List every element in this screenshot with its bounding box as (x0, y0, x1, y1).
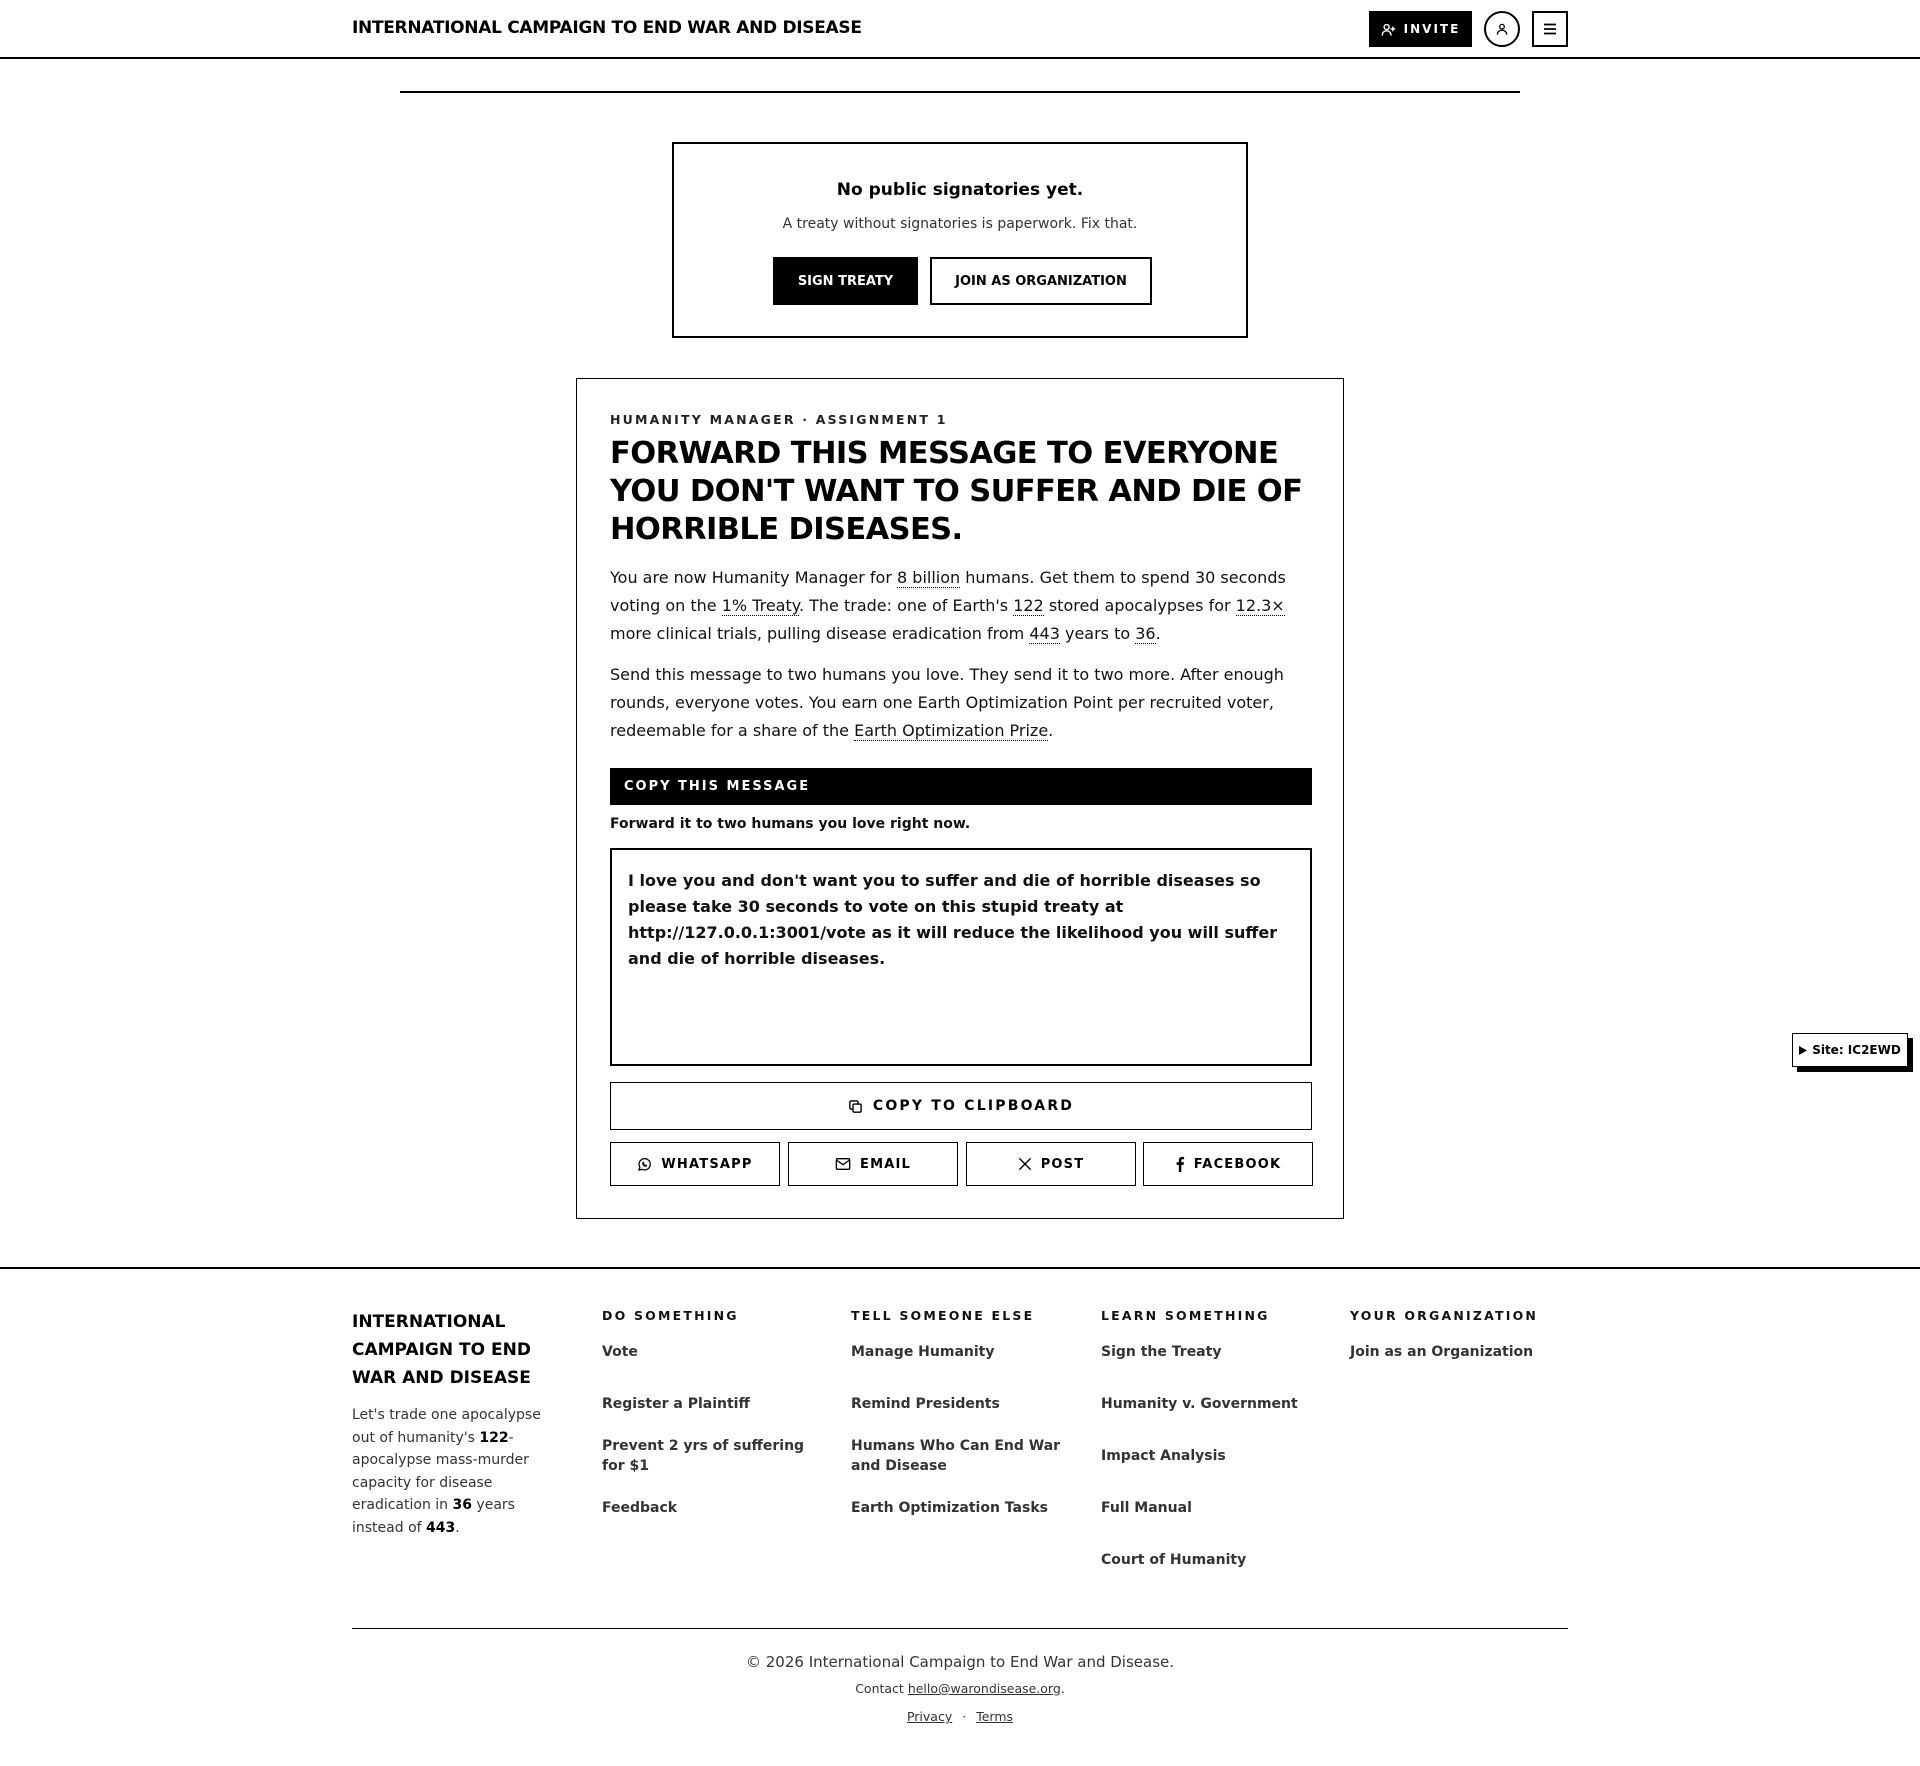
signatories-panel (672, 142, 1248, 338)
tagline-text: . (455, 1519, 460, 1536)
facebook-icon (1175, 1156, 1185, 1172)
footer-link[interactable]: Vote (602, 1344, 638, 1360)
footer-link[interactable]: Humanity v. Government (1101, 1396, 1298, 1412)
contact-email-link[interactable]: hello@warondisease.org (907, 1681, 1061, 1696)
intro-text: stored apocalypses for (1043, 596, 1236, 615)
assignment-headline: FORWARD THIS MESSAGE TO EVERYONE YOU DON'T WANT TO SUFFER AND DIE OF HORRIBLE DISEASES. (610, 436, 1303, 547)
contact-prefix: Contact (855, 1681, 908, 1696)
message-textarea[interactable] (610, 848, 1312, 1066)
user-icon (1495, 22, 1509, 36)
tagline-number: 36 (452, 1497, 472, 1513)
site-header (0, 0, 1920, 59)
footer-link[interactable]: Prevent 2 yrs of suffering for $1 (602, 1438, 805, 1474)
share-x-button[interactable] (966, 1142, 1136, 1186)
apocalypses-value[interactable]: 122 (1013, 596, 1044, 615)
forward-note: Forward it to two humans you love right now. (610, 816, 971, 832)
tagline-text: years instead of (352, 1497, 515, 1536)
treaty-link[interactable]: 1% Treaty (721, 596, 799, 615)
copy-to-clipboard-button[interactable] (610, 1082, 1312, 1130)
user-plus-icon (1381, 22, 1396, 37)
footer-link[interactable]: Sign the Treaty (1101, 1344, 1222, 1360)
tagline-number: 122 (479, 1429, 509, 1446)
sign-treaty-button[interactable]: SIGN TREATY (773, 257, 918, 305)
copyright-text: © 2026 International Campaign to End War and Disease. (745, 1653, 1175, 1671)
email-label: EMAIL (860, 1156, 911, 1172)
footer-column-tell-someone (851, 1308, 1071, 1518)
multiplier-value[interactable]: 12.3× (1235, 596, 1285, 615)
footer-column-your-organization (1350, 1308, 1570, 1362)
terms-link[interactable]: Terms (976, 1709, 1014, 1724)
intro-text: years to (1059, 624, 1136, 643)
invite-label: INVITE (1403, 22, 1461, 36)
footer-column-title: TELL SOMEONE ELSE (851, 1308, 1035, 1323)
intro-text: You are now Humanity Manager for (610, 568, 898, 587)
footer-link[interactable]: Earth Optimization Tasks (851, 1500, 1048, 1516)
top-divider (400, 91, 1520, 93)
footer-column-title: LEARN SOMETHING (1101, 1308, 1270, 1323)
share-email-button[interactable] (788, 1142, 958, 1186)
mail-icon (835, 1157, 851, 1171)
menu-button[interactable] (1532, 11, 1568, 47)
footer-link[interactable]: Impact Analysis (1101, 1448, 1226, 1464)
footer-link[interactable]: Join as an Organization (1350, 1344, 1534, 1360)
footer-brand: INTERNATIONAL CAMPAIGN TO END WAR AND DISEASE (352, 1312, 531, 1388)
invite-button[interactable] (1369, 11, 1472, 47)
footer-column-do-something (602, 1308, 822, 1518)
tagline-text: -apocalypse mass-murder capacity for disease eradication in (352, 1429, 529, 1513)
post-label: POST (1040, 1156, 1085, 1172)
site-tag-label: Site: IC2EWD (1812, 1043, 1901, 1057)
share-facebook-button[interactable] (1143, 1142, 1313, 1186)
share-whatsapp-button[interactable] (610, 1142, 780, 1186)
contact-line (0, 1681, 1920, 1696)
prize-link[interactable]: Earth Optimization Prize (854, 721, 1049, 740)
footer-link[interactable]: Court of Humanity (1101, 1552, 1247, 1568)
site-tag[interactable] (1792, 1033, 1908, 1067)
tagline-number: 443 (426, 1519, 456, 1536)
signatories-subtitle: A treaty without signatories is paperwork. Fix that. (782, 216, 1138, 232)
instructions-text: . (1048, 721, 1054, 740)
x-logo-icon (1018, 1157, 1032, 1171)
footer-column-learn-something (1101, 1308, 1321, 1570)
footer-link[interactable]: Remind Presidents (851, 1396, 1000, 1412)
signatories-title: No public signatories yet. (836, 180, 1084, 200)
legal-separator: · (962, 1709, 967, 1724)
play-icon (1799, 1046, 1807, 1055)
footer-link[interactable]: Full Manual (1101, 1500, 1192, 1516)
instructions-text: Send this message to two humans you love. They send it to two more. After enough rounds, everyone votes. You earn one Earth Optimization Point per recruited voter, redeemable for a share of the (610, 665, 1284, 740)
tagline-text: Let's trade one apocalypse out of humanity's (352, 1407, 541, 1446)
whatsapp-icon (637, 1157, 652, 1172)
footer-link[interactable]: Humans Who Can End War and Disease (851, 1438, 1061, 1474)
population-value[interactable]: 8 billion (897, 568, 961, 587)
assignment-intro (610, 564, 1310, 648)
footer-divider (0, 1267, 1920, 1269)
footer-bottom-divider (352, 1628, 1568, 1629)
assignment-instructions (610, 661, 1310, 745)
privacy-link[interactable]: Privacy (906, 1709, 953, 1724)
facebook-label: FACEBOOK (1193, 1156, 1282, 1172)
intro-text: . The trade: one of Earth's (798, 596, 1014, 615)
assignment-eyebrow: HUMANITY MANAGER · ASSIGNMENT 1 (610, 412, 948, 427)
menu-icon (1543, 23, 1557, 35)
years-to-value[interactable]: 36 (1135, 624, 1156, 643)
footer-link[interactable]: Manage Humanity (851, 1344, 995, 1360)
footer-column-title: YOUR ORGANIZATION (1350, 1308, 1539, 1323)
footer-column-title: DO SOMETHING (602, 1308, 739, 1323)
intro-text: humans. Get them to spend 30 seconds voting on the (610, 568, 1286, 615)
copy-icon (848, 1099, 863, 1114)
assignment-card (576, 378, 1344, 1219)
whatsapp-label: WHATSAPP (661, 1156, 753, 1172)
legal-links (0, 1709, 1920, 1724)
intro-text: . (1155, 624, 1161, 643)
intro-text: more clinical trials, pulling disease eradication from (610, 624, 1030, 643)
footer-tagline (352, 1404, 552, 1539)
copy-message-bar: COPY THIS MESSAGE (610, 768, 1312, 805)
join-organization-button[interactable]: JOIN AS ORGANIZATION (930, 257, 1152, 305)
footer-link[interactable]: Register a Plaintiff (602, 1396, 750, 1412)
account-button[interactable] (1484, 11, 1520, 47)
site-brand[interactable]: INTERNATIONAL CAMPAIGN TO END WAR AND DISEASE (352, 18, 862, 38)
footer-link[interactable]: Feedback (602, 1500, 678, 1516)
years-from-value[interactable]: 443 (1029, 624, 1060, 643)
clipboard-label: COPY TO CLIPBOARD (872, 1098, 1075, 1114)
contact-suffix: . (1060, 1681, 1065, 1696)
